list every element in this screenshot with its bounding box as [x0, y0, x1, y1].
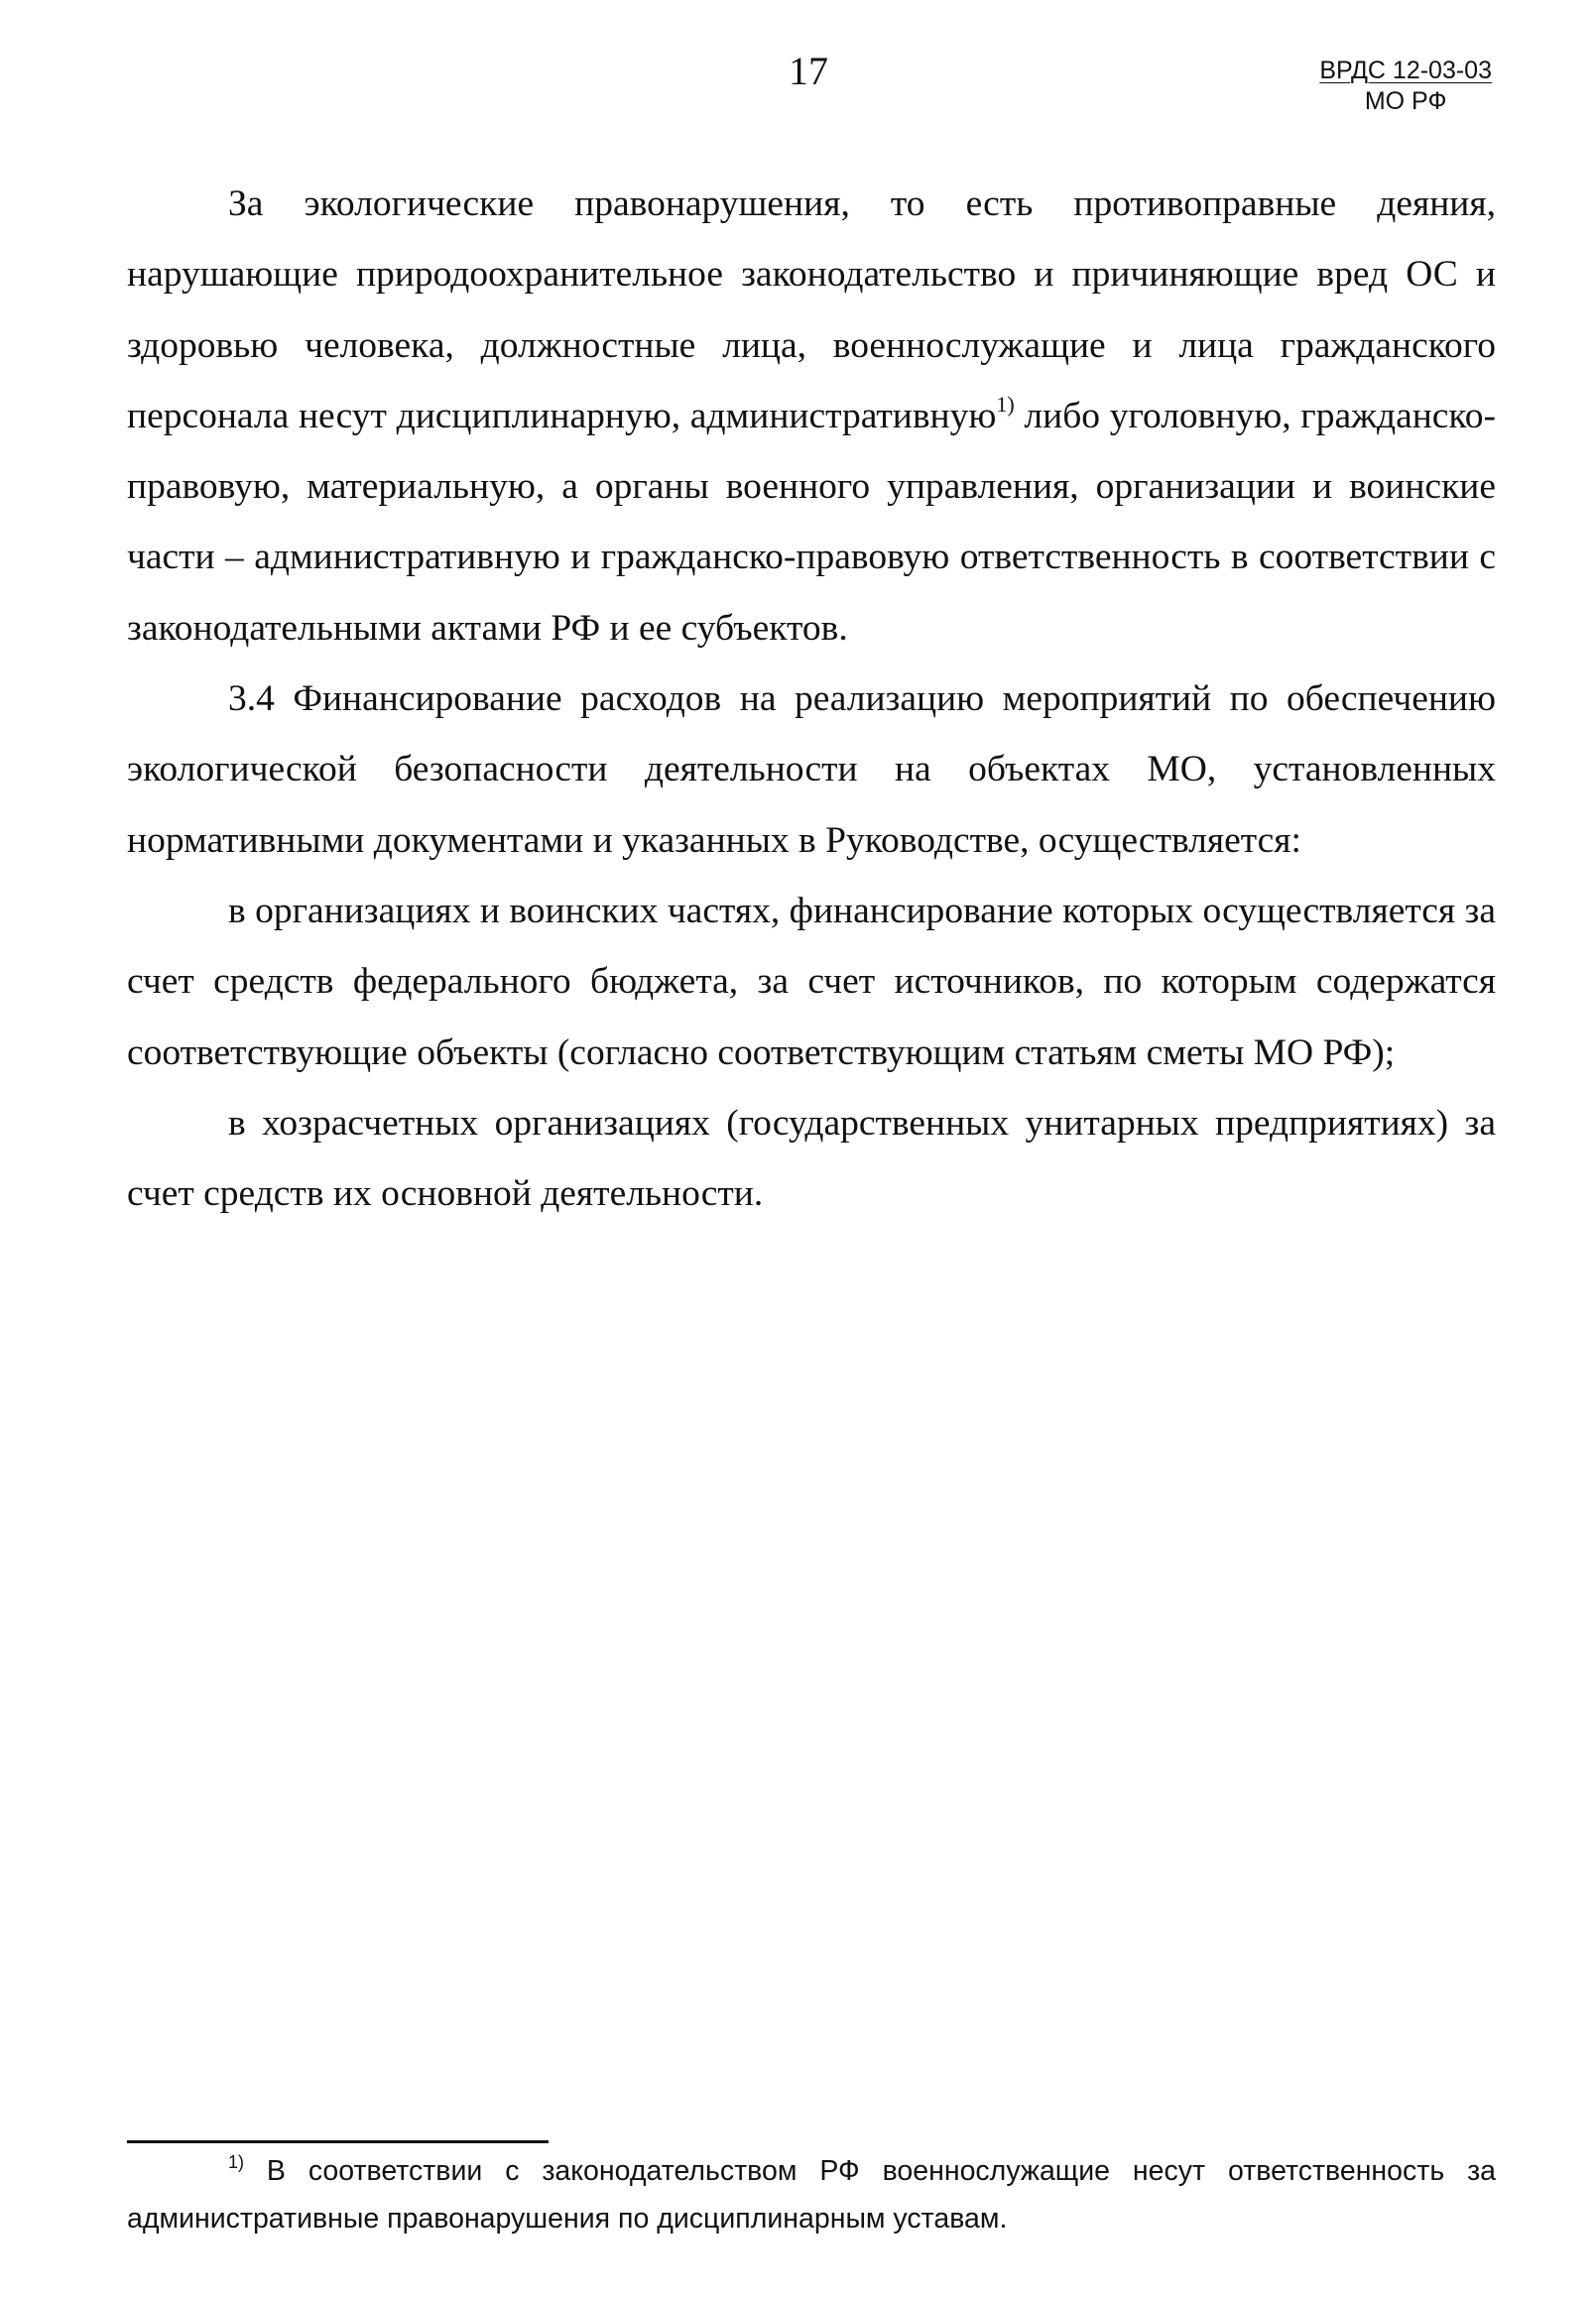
footnote-reference: 1): [996, 391, 1015, 417]
paragraph-liability-part1: За экологические правонарушения, то есть противоправные деяния, нарушающие природоохранительное законодательство и причиняющие вред ОС и здоровью человека, должностные лица, военнослужащие и лица гражданского персонала несут дисциплинарную, административную: [127, 183, 1496, 436]
footnote: [127, 2147, 1496, 2242]
paragraph-liability-part2: либо уголовную, гражданско-правовую, материальную, а органы военного управления, организации и воинские части – административную и гражданско-правовую ответственность в соответствии с законодательными актами РФ и ее субъектов.: [127, 395, 1496, 649]
paragraph-financing: 3.4 Финансирование расходов на реализацию мероприятий по обеспечению экологической безопасности деятельности на объектах МО, установленных нормативными документами и указанных в Руководстве, осуществляется:: [127, 678, 1496, 861]
body-text: [127, 169, 1496, 1229]
document-code-header: [1319, 56, 1492, 118]
page-number: 17: [789, 49, 828, 93]
paragraph-federal-budget: в организациях и воинских частях, финансирование которых осуществляется за счет средств федерального бюджета, за счет источников, по которым содержатся соответствующие объекты (согласно соответствующим статьям сметы МО РФ);: [127, 890, 1496, 1073]
document-code: ВРДС 12-03-03: [1319, 57, 1492, 84]
paragraph-self-supporting: в хозрасчетных организациях (государственных унитарных предприятиях) за счет средств их основной деятельности.: [127, 1102, 1496, 1215]
footnote-divider: [127, 2140, 549, 2143]
footnote-marker: 1): [228, 2152, 245, 2172]
footnote-text: В соответствии с законодательством РФ военнослужащие несут ответственность за административные правонарушения по дисциплинарным уставам.: [127, 2155, 1496, 2235]
footnote-paragraph: [127, 2147, 1496, 2242]
paragraph-liability: [127, 169, 1496, 664]
organization-code: МО РФ: [1364, 87, 1447, 116]
